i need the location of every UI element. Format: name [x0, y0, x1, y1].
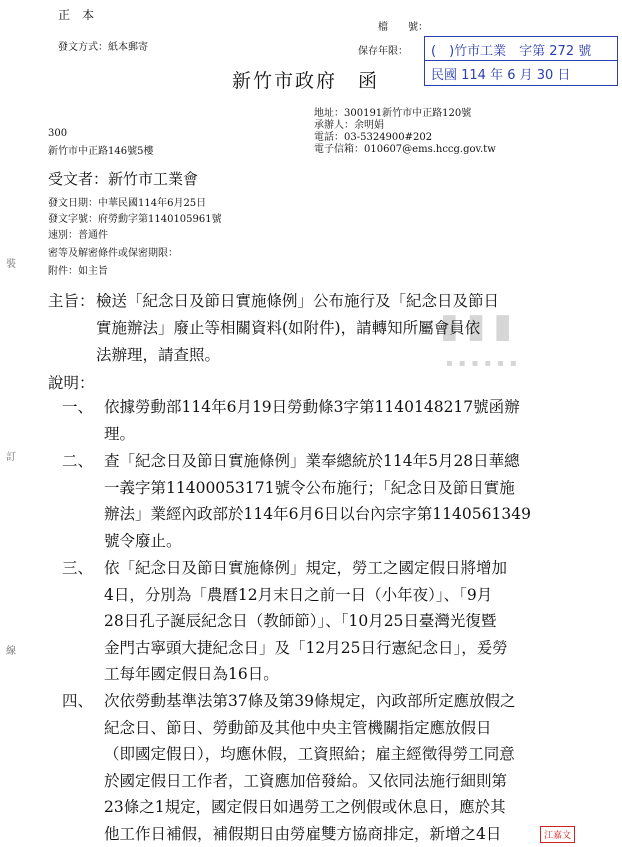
receipt-stamp [424, 36, 618, 86]
doc-attachment: 附件：如主旨 [48, 266, 108, 277]
sender-handler: 承辦人：余明娟 [314, 120, 384, 131]
item-line: 依據勞動部114年6月19日勞動條3字第1140148217號函辦 [104, 398, 520, 416]
org-title: 新竹市政府 函 [232, 70, 380, 92]
doc-date: 發文日期：中華民國114年6月25日 [48, 198, 207, 209]
item-line: 他工作日補假，補假期日由勞雇雙方協商排定，新增之4日 [104, 825, 502, 843]
copy-type: 正 本 [58, 8, 95, 22]
item-number: 四、 [62, 692, 94, 710]
item-line: 金門古寧頭大捷紀念日」及「12月25日行憲紀念日」，爰勞 [104, 638, 508, 657]
item-number: 三、 [62, 559, 94, 577]
item-line: 4日，分別為「農曆12月末日之前一日（小年夜）」、「9月 [104, 585, 493, 604]
item-line: 於國定假日工作者，工資應加倍發給。又依同法施行細則第 [104, 771, 508, 790]
item-number: 一、 [62, 398, 94, 416]
item-line: 紀念日、節日、勞動節及其他中央主管機關指定應放假日 [104, 718, 492, 737]
sender-phone: 電話：03-5324900#202 [314, 132, 433, 143]
item-line: 理。 [104, 424, 136, 443]
recipient-street: 新竹市中正路146號5樓 [48, 146, 154, 157]
subject-label: 主旨： [48, 292, 95, 310]
doc-number: 發文字號：府勞動字第1140105961號 [48, 214, 222, 225]
item-line: （即國定假日），均應休假，工資照給；雇主經徵得勞工同意 [104, 745, 515, 764]
margin-mark-ding: 訂 [6, 452, 16, 463]
sender-address: 地址：300191新竹市中正路120號 [314, 108, 472, 119]
item-line: 一義字第11400053171號令公布施行；「紀念日及節日實施 [104, 478, 515, 497]
item-number: 二、 [62, 452, 94, 470]
retention-label: 保存年限： [358, 46, 408, 57]
item-line: 辦法」業經內政部於114年6月6日以台內宗字第1140561349 [104, 505, 531, 524]
item-line: 23條之1規定，國定假日如遇勞工之例假或休息日，應於其 [104, 798, 506, 817]
item-line: 28日孔子誕辰紀念日（教師節）」、「10月25日臺灣光復暨 [104, 612, 497, 631]
subject-line-3: 法辦理，請查照。 [96, 346, 221, 364]
subject-line-1: 檢送「紀念日及節日實施條例」公布施行及「紀念日及節日 [96, 292, 500, 310]
send-method: 發文方式：紙本郵寄 [58, 42, 148, 53]
item-line: 查「紀念日及節日實施條例」業奉總統於114年5月28日華總 [104, 452, 520, 470]
subject-line-2: 實施辦法」廢止等相關資料(如附件)，請轉知所屬會員依 [96, 319, 481, 337]
sender-email: 電子信箱：010607@ems.hccg.gov.tw [314, 144, 496, 155]
item-line: 依「紀念日及節日實施條例」規定，勞工之國定假日將增加 [104, 559, 508, 577]
seal-impression: ▮▮▮ ▪▪▪▪▪▪ [440, 306, 523, 369]
item-line: 號令廢止。 [104, 531, 182, 550]
explanation-label: 說明： [48, 374, 95, 392]
receipt-stamp-line2: 民國 114 年 6 月 30 日 [431, 68, 571, 83]
doc-speed: 速別：普通件 [48, 230, 108, 241]
recipient: 受文者：新竹市工業會 [48, 170, 199, 188]
file-no-label: 檔 號： [378, 22, 428, 33]
margin-mark-xian: 線 [6, 646, 16, 657]
item-line: 工每年國定假日為16日。 [104, 665, 279, 684]
doc-security: 密等及解密條件或保密期限： [48, 248, 178, 259]
item-line: 次依勞動基準法第37條及第39條規定，內政部所定應放假之 [104, 692, 516, 710]
recipient-postal: 300 [48, 128, 68, 139]
margin-mark-zhuang: 裝 [6, 259, 16, 270]
handler-seal: 江嘉文 [540, 826, 575, 843]
receipt-stamp-line1: ( )竹市工業 字第 272 號 [431, 44, 592, 59]
